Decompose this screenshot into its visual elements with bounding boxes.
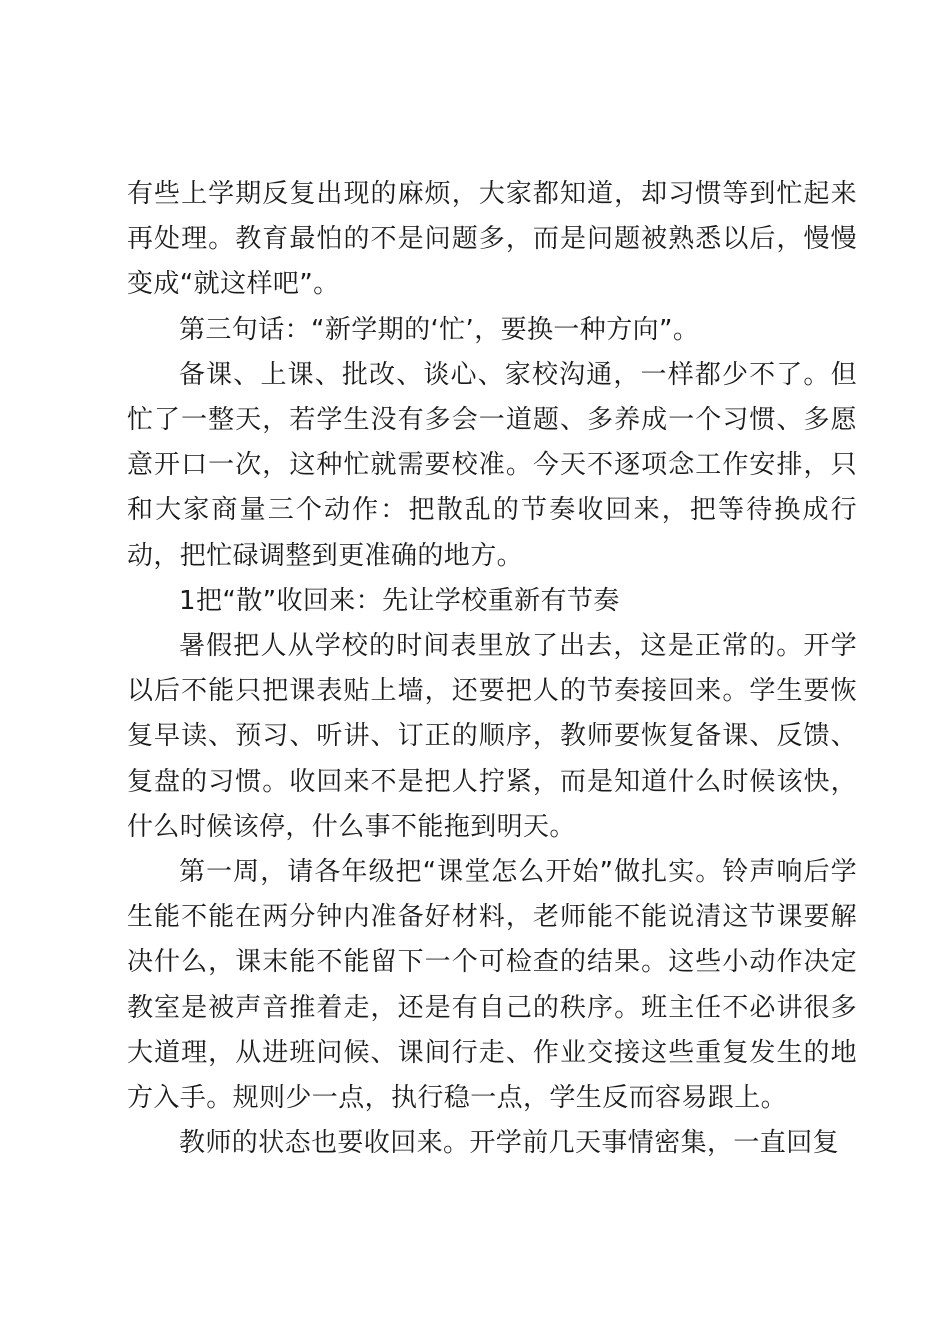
paragraph-continuation: 有些上学期反复出现的麻烦，大家都知道，却习惯等到忙起来再处理。教育最怕的不是问题多，而是问题被熟悉以后，慢慢变成“就这样吧”。 — [127, 179, 857, 300]
section-heading: 1把“散”收回来：先让学校重新有节奏 — [179, 585, 620, 616]
paragraph: 备课、上课、批改、谈心、家校沟通，一样都少不了。但忙了一整天，若学生没有多会一道题、多养成一个习惯、多愿意开口一次，这种忙就需要校准。今天不逐项念工作安排，只和大家商量三个动作：把散乱的节奏收回来，把等待换成行动，把忙碌调整到更准确的地方。 — [127, 359, 857, 571]
paragraph: 第一周，请各年级把“课堂怎么开始”做扎实。铃声响后学生能不能在两分钟内准备好材料，老师能不能说清这节课要解决什么，课末能不能留下一个可检查的结果。这些小动作决定教室是被声音推着走，还是有自己的秩序。班主任不必讲很多大道理，从进班问候、课间行走、作业交接这些重复发生的地方入手。规则少一点，执行稳一点，学生反而容易跟上。 — [127, 857, 857, 1114]
paragraph: 教师的状态也要收回来。开学前几天事情密集，一直回复 — [179, 1128, 840, 1159]
paragraph-section-quote: 第三句话：“新学期的‘忙’，要换一种方向”。 — [179, 314, 700, 345]
document-body — [127, 172, 857, 1166]
paragraph: 暑假把人从学校的时间表里放了出去，这是正常的。开学以后不能只把课表贴上墙，还要把人的节奏接回来。学生要恢复早读、预习、听讲、订正的顺序，教师要恢复备课、反馈、复盘的习惯。收回来不是把人拧紧，而是知道什么时候该快，什么时候该停，什么事不能拖到明天。 — [127, 631, 857, 842]
